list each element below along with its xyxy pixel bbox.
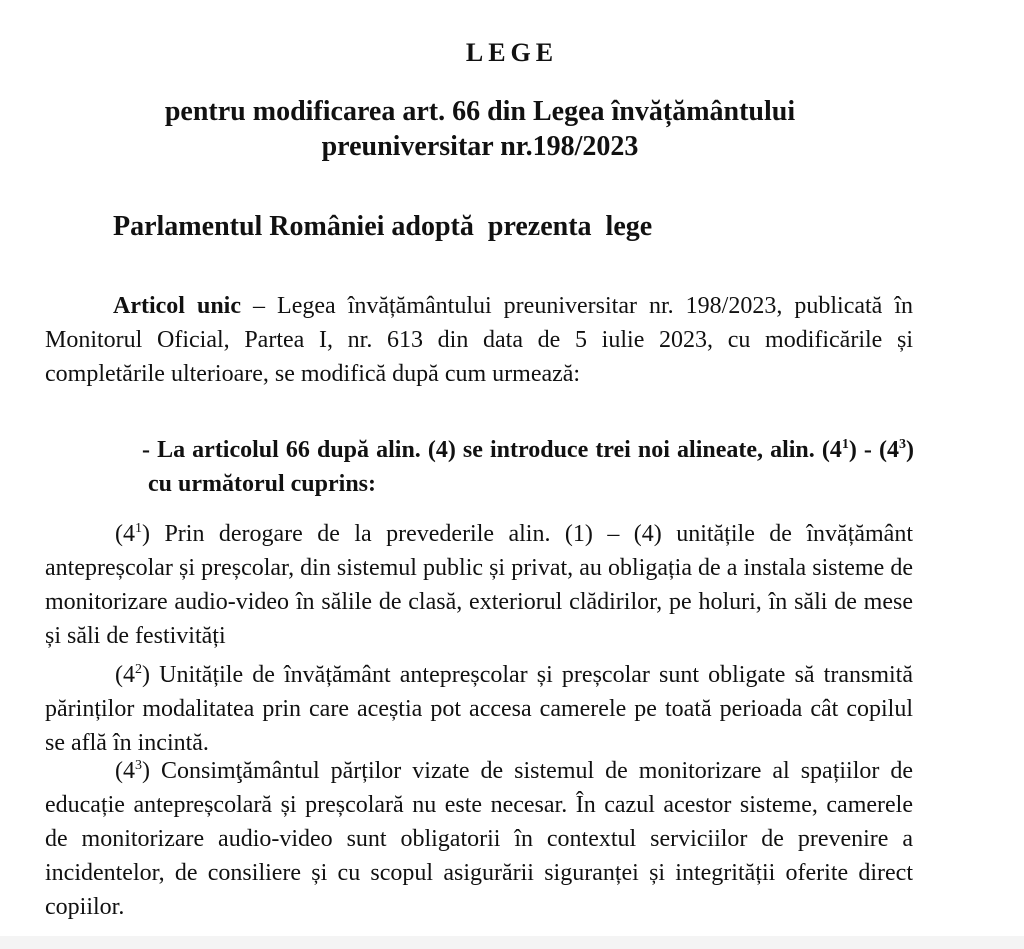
article-text: – Legea învățământului preuniversitar nr. 198/2023, publicată în Monitorul Oficial, Partea I, nr. 613 din data de 5 iulie 2023, cu modificările și completările ulterioare, se modifică după cum urmează: — [45, 293, 914, 387]
paragraph-4-3-num-open: (4 — [115, 758, 135, 784]
paragraph-4-2-num-sup: 2 — [135, 662, 142, 677]
page-bottom-edge — [0, 936, 1024, 949]
amendment-text-part-1: - La articolul 66 după alin. (4) se introduce trei noi alineate, alin. (4 — [142, 437, 842, 463]
law-subtitle-line-1: pentru modificarea art. 66 din Legea învățământului — [164, 96, 796, 127]
paragraph-4-3-text: Consimţământul părților vizate de sistemul de monitorizare al spațiilor de educație antepreșcolară și preșcolară nu este necesar. În cazul acestor sisteme, camerele de monitorizare audio-video sunt obligatorii în contextul serviciilor de prevenire a incidentelor, de consiliere și cu scopul asigurării siguranței și integrității oferite direct copiilor. — [45, 758, 913, 920]
adoption-statement: Parlamentul României adoptă prezenta lege — [113, 211, 653, 242]
paragraph-4-1-num-sup: 1 — [135, 521, 142, 536]
amendment-statement — [142, 433, 915, 501]
article-unic-paragraph — [45, 289, 913, 391]
paragraph-4-3 — [45, 754, 913, 924]
paragraph-4-3-num-sup: 3 — [135, 758, 142, 773]
paragraph-4-2-num-open: (4 — [115, 662, 135, 688]
amendment-sup-1: 1 — [841, 437, 849, 452]
amendment-text-part-3: ) cu următorul cuprins: — [148, 437, 915, 497]
amendment-sup-2: 3 — [899, 437, 907, 452]
paragraph-4-2-text: Unitățile de învățământ antepreșcolar și preșcolar sunt obligate să transmită părinților modalitatea prin care aceștia pot accesa camerele pe toată perioada cât copilul se află în incintă. — [45, 662, 913, 756]
law-title: LEGE — [465, 38, 559, 67]
law-subtitle-line-2: preuniversitar nr.198/2023 — [321, 131, 639, 162]
paragraph-4-1-text: Prin derogare de la prevederile alin. (1) – (4) unitățile de învățământ antepreșcolar și preșcolar, din sistemul public și privat, au obligația de a instala sisteme de monitorizare audio-video în sălile de clasă, exteriorul clădirilor, pe holuri, în săli de mese și săli de festivități — [45, 521, 913, 649]
amendment-text-part-2: ) - (4 — [848, 437, 900, 463]
paragraph-4-2-num-close: ) — [142, 662, 150, 688]
paragraph-4-2 — [45, 658, 913, 760]
paragraph-4-1 — [45, 517, 913, 653]
paragraph-4-2-number — [115, 662, 150, 688]
paragraph-4-1-number — [115, 521, 150, 547]
paragraph-4-3-number — [115, 758, 150, 784]
law-subtitle — [90, 94, 870, 164]
paragraph-4-1-num-close: ) — [142, 521, 150, 547]
paragraph-4-3-num-close: ) — [142, 758, 150, 784]
article-label: Articol unic — [113, 293, 242, 319]
paragraph-4-1-num-open: (4 — [115, 521, 135, 547]
